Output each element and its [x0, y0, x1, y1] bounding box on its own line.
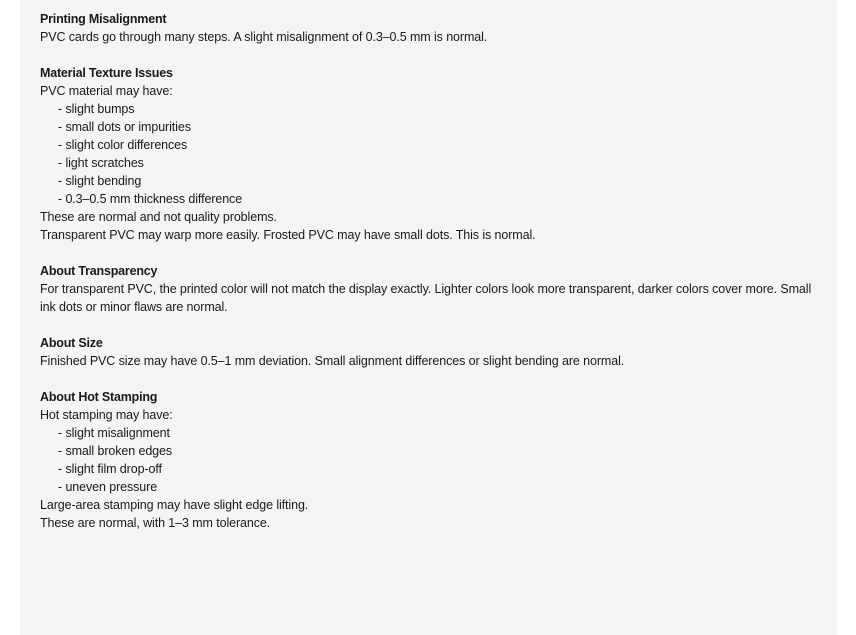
section-material-texture	[40, 64, 817, 244]
section-heading: About Transparency	[40, 264, 158, 278]
section-outro: These are normal, with 1–3 mm tolerance.	[40, 516, 271, 530]
list-item: - small dots or impurities	[40, 118, 817, 136]
section-outro: Large-area stamping may have slight edge lifting.	[40, 498, 309, 512]
section-heading: About Size	[40, 336, 103, 350]
section-text: For transparent PVC, the printed color will not match the display exactly. Lighter colors look more transparent, darker colors cover more. Small ink dots or minor flaws are normal.	[40, 282, 812, 314]
section-outro: Transparent PVC may warp more easily. Frosted PVC may have small dots. This is normal.	[40, 228, 536, 242]
list-item: - 0.3–0.5 mm thickness difference	[40, 190, 817, 208]
section-heading: Material Texture Issues	[40, 66, 173, 80]
section-text: Finished PVC size may have 0.5–1 mm deviation. Small alignment differences or slight bending are normal.	[40, 354, 625, 368]
list-item: - slight bumps	[40, 100, 817, 118]
section-hot-stamping	[40, 388, 817, 532]
section-intro: PVC material may have:	[40, 84, 173, 98]
list-item: - light scratches	[40, 154, 817, 172]
list-item: - slight bending	[40, 172, 817, 190]
list-item: - small broken edges	[40, 442, 817, 460]
list-item: - slight misalignment	[40, 424, 817, 442]
section-outro: These are normal and not quality problems.	[40, 210, 277, 224]
section-about-transparency	[40, 262, 817, 316]
section-heading: Printing Misalignment	[40, 12, 167, 26]
section-about-size	[40, 334, 817, 370]
document-panel	[20, 0, 837, 635]
section-heading: About Hot Stamping	[40, 390, 158, 404]
section-text: PVC cards go through many steps. A slight misalignment of 0.3–0.5 mm is normal.	[40, 30, 488, 44]
list-item: - slight color differences	[40, 136, 817, 154]
section-intro: Hot stamping may have:	[40, 408, 173, 422]
list-item: - uneven pressure	[40, 478, 817, 496]
section-printing-misalignment	[40, 10, 817, 46]
list-item: - slight film drop-off	[40, 460, 817, 478]
